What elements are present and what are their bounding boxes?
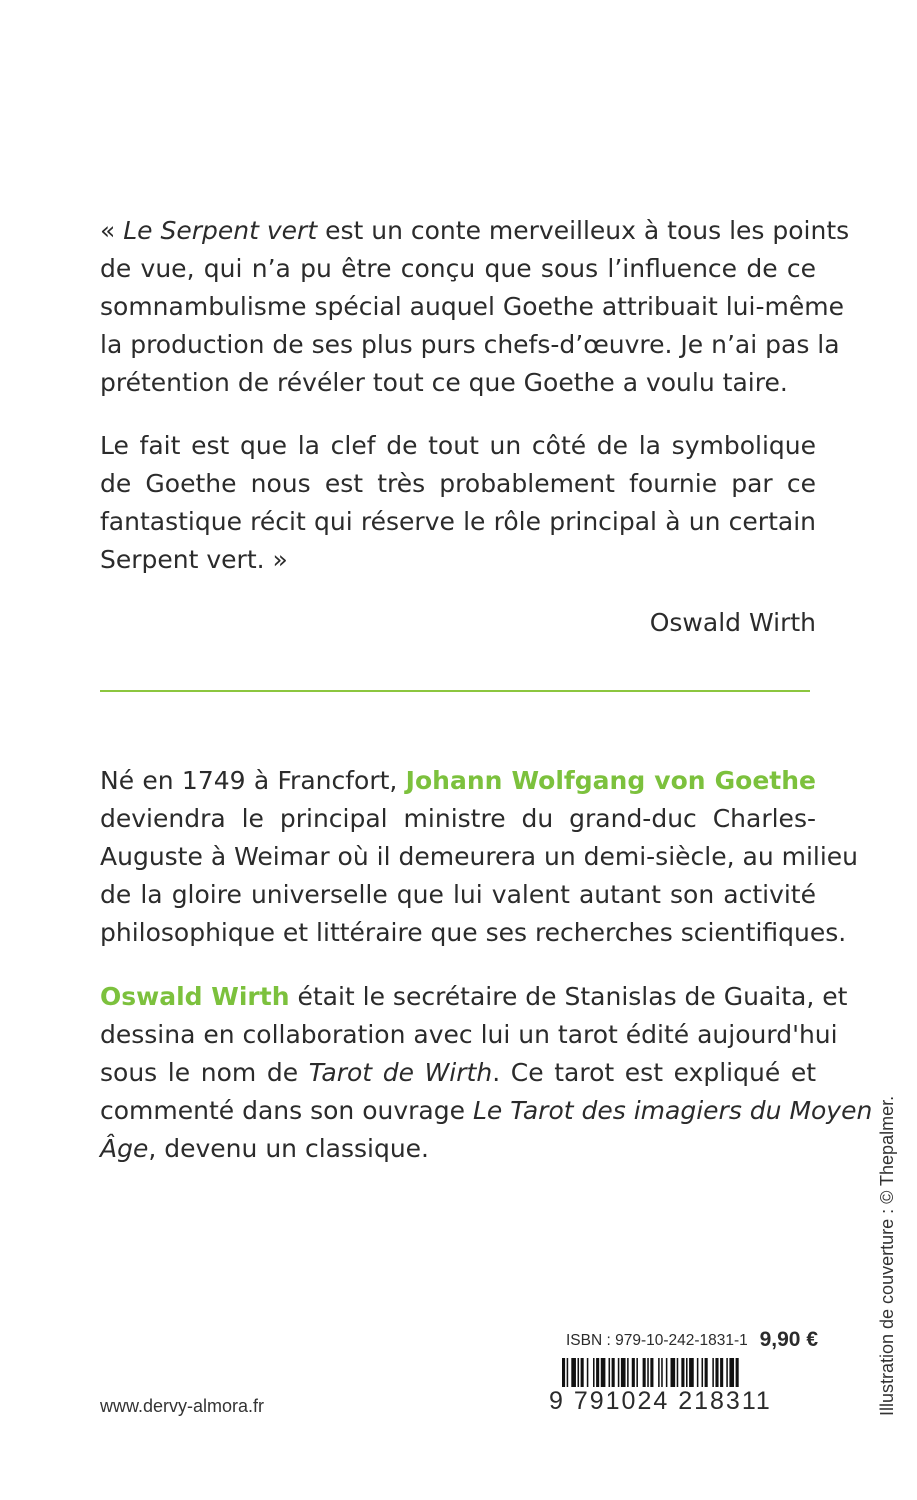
bio-line: sous le nom de Tarot de Wirth. Ce tarot est expliqué et xyxy=(100,1058,817,1087)
cover-credit: Illustration de couverture : © Thepalmer. xyxy=(877,1095,897,1416)
section-divider xyxy=(100,690,810,692)
bio-line: Né en 1749 à Francfort, Johann Wolfgang von Goethe xyxy=(100,766,816,795)
isbn-price-row xyxy=(566,1330,818,1356)
quote-line: de vue, qui n’a pu être conçu que sous l’influence de ce xyxy=(100,254,816,283)
bio-line: de la gloire universelle que lui valent autant son activité xyxy=(100,880,816,909)
quote-line: fantastique récit qui réserve le rôle principal à un certain xyxy=(100,507,816,536)
bio-line: Oswald Wirth était le secrétaire de Stanislas de Guaita, et xyxy=(100,982,848,1011)
quote-line: de Goethe nous est très probablement fournie par ce xyxy=(100,469,816,498)
publisher-website: www.dervy-almora.fr xyxy=(100,1396,265,1416)
bio-line: dessina en collaboration avec lui un tarot édité aujourd'hui xyxy=(100,1020,838,1049)
isbn-number: ISBN : 979-10-242-1831-1 xyxy=(566,1332,748,1349)
barcode-digits: 9 791024 218311 xyxy=(549,1387,772,1415)
bio-line: philosophique et littéraire que ses recherches scientifiques. xyxy=(100,918,847,947)
book-title: Le Serpent vert xyxy=(123,216,318,245)
bio-line: Âge, devenu un classique. xyxy=(100,1134,429,1163)
goethe-name: Johann Wolfgang von Goethe xyxy=(405,766,816,795)
quote-line: Le fait est que la clef de tout un côté de la symbolique xyxy=(100,431,816,460)
book-title: Le Tarot des imagiers du Moyen xyxy=(472,1096,873,1125)
quote-line: prétention de révéler tout ce que Goethe a voulu taire. xyxy=(100,368,788,397)
goethe-biography xyxy=(100,762,859,952)
price: 9,90 € xyxy=(759,1328,818,1351)
quote-paragraph-2 xyxy=(100,427,816,579)
quote-line: Serpent vert. » xyxy=(100,545,288,574)
quote-line: la production de ses plus purs chefs-d’œuvre. Je n’ai pas la xyxy=(100,330,840,359)
wirth-biography xyxy=(100,978,873,1168)
quote-paragraph-1 xyxy=(100,212,850,402)
bio-line: commenté dans son ouvrage Le Tarot des imagiers du Moyen xyxy=(100,1096,873,1125)
wirth-name: Oswald Wirth xyxy=(100,982,290,1011)
bio-line: Auguste à Weimar où il demeurera un demi-siècle, au milieu xyxy=(100,842,859,871)
quote-line: somnambulisme spécial auquel Goethe attribuait lui-même xyxy=(100,292,844,321)
tarot-title: Tarot de Wirth xyxy=(308,1058,493,1087)
bio-line: deviendra le principal ministre du grand-duc Charles- xyxy=(100,804,816,833)
quote-attribution: Oswald Wirth xyxy=(649,608,816,637)
quote-line: « Le Serpent vert est un conte merveilleux à tous les points xyxy=(100,216,850,245)
